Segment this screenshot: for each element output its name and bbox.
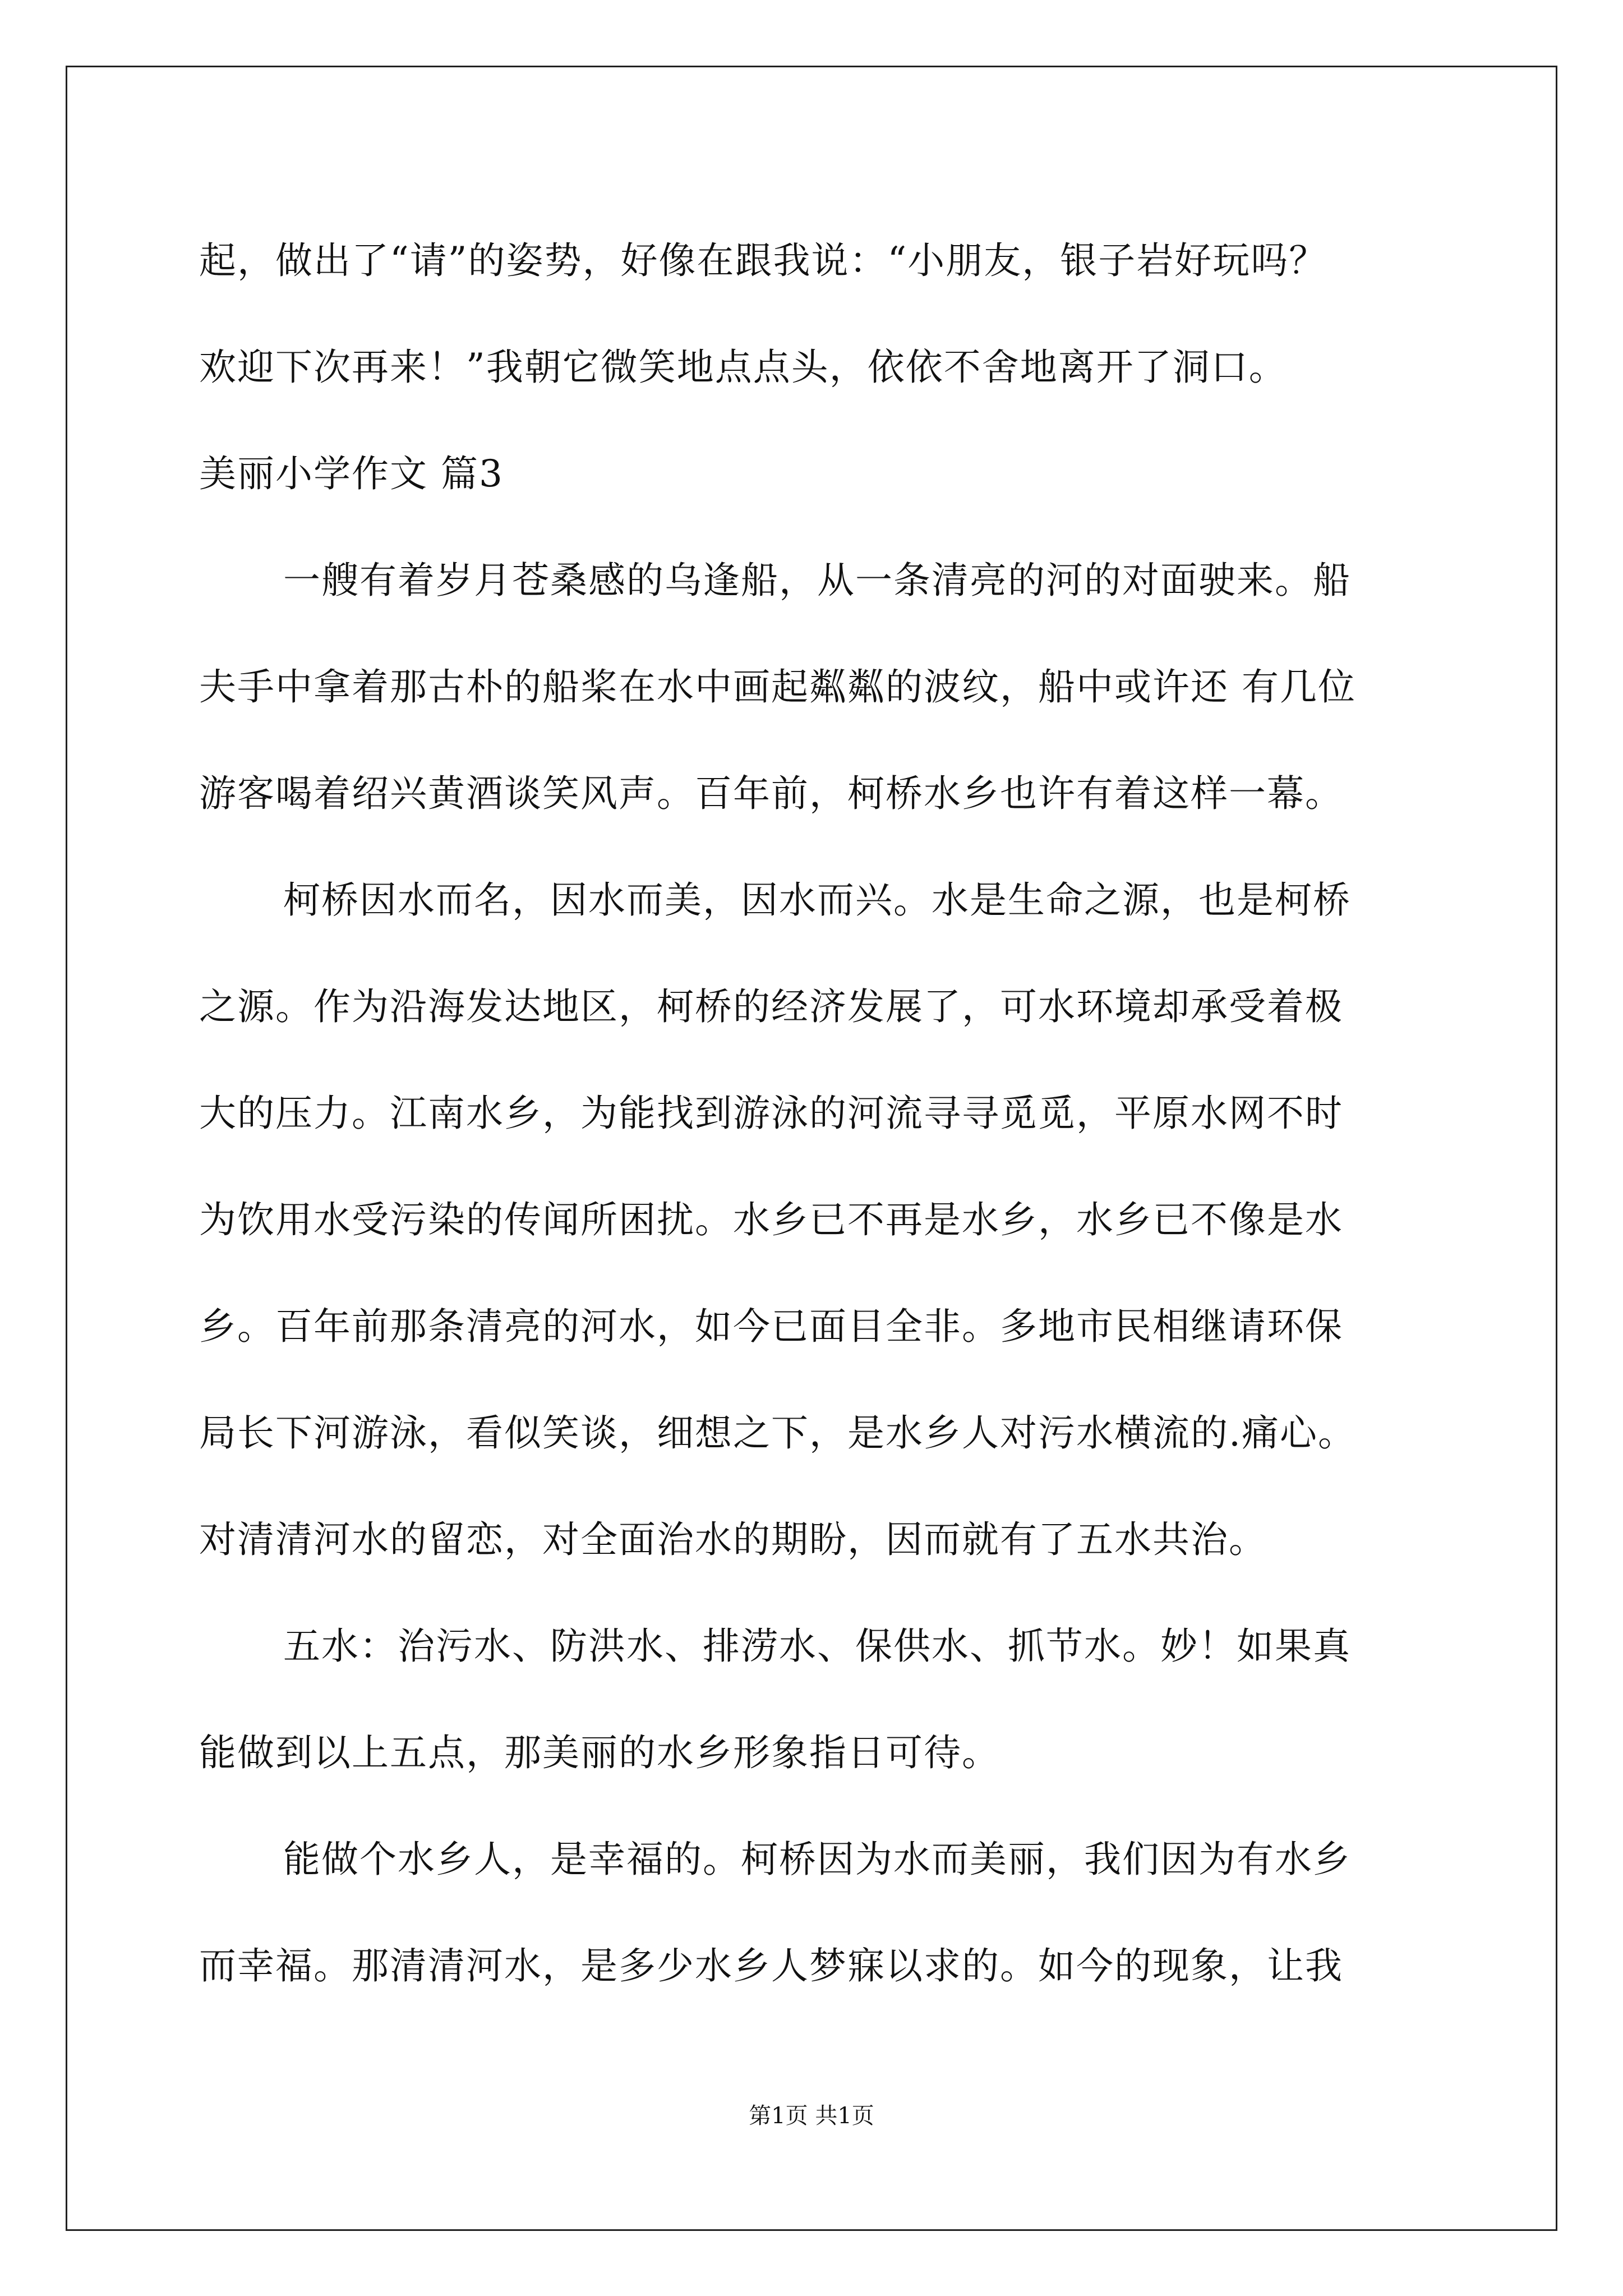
- text-line: 之源。作为沿海发达地区，柯桥的经济发展了，可水环境却承受着极: [199, 985, 1343, 1028]
- text-line: 欢迎下次再来！”我朝它微笑地点点头，依依不舍地离开了洞口。: [199, 346, 1287, 389]
- heading-text: 美丽小学作文 篇3: [199, 452, 504, 495]
- text-line: 乡。百年前那条清亮的河水，如今已面目全非。多地市民相继请环保: [199, 1305, 1343, 1348]
- text-line: 起，做出了“请”的姿势，好像在跟我说：“小朋友，银子岩好玩吗？: [199, 239, 1327, 282]
- paragraph: [199, 208, 1433, 421]
- text-line: 五水：治污水、防洪水、排涝水、保供水、抓节水。妙！如果真: [283, 1625, 1351, 1668]
- page-number: 第1页 共1页: [749, 2103, 874, 2129]
- text-line: 柯桥因水而名，因水而美，因水而兴。水是生命之源，也是柯桥: [283, 878, 1351, 922]
- text-line: 对清清河水的留恋，对全面治水的期盼，因而就有了五水共治。: [199, 1518, 1267, 1561]
- paragraph: [199, 1593, 1433, 1806]
- text-line: 一艘有着岁月苍桑感的乌逢船，从一条清亮的河的对面驶来。船: [283, 559, 1351, 602]
- paragraph: [199, 847, 1433, 1593]
- document-body: [199, 208, 1433, 2019]
- text-line: 而幸福。那清清河水，是多少水乡人梦寐以求的。如今的现象，让我: [199, 1944, 1343, 1987]
- text-line: 为饮用水受污染的传闻所困扰。水乡已不再是水乡，水乡已不像是水: [199, 1198, 1343, 1241]
- text-line: 局长下河游泳，看似笑谈，细想之下，是水乡人对污水横流的.痛心。: [199, 1411, 1356, 1455]
- text-line: 大的压力。江南水乡，为能找到游泳的河流寻寻觅觅，平原水网不时: [199, 1092, 1343, 1135]
- section-heading: [199, 421, 1433, 527]
- text-line: 游客喝着绍兴黄酒谈笑风声。百年前，柯桥水乡也许有着这样一幕。: [199, 772, 1343, 815]
- text-line: 能做个水乡人，是幸福的。柯桥因为水而美丽，我们因为有水乡: [283, 1838, 1351, 1881]
- paragraph: [199, 1806, 1433, 2019]
- text-line: 夫手中拿着那古朴的船桨在水中画起粼粼的波纹，船中或许还 有几位: [199, 665, 1356, 708]
- text-line: 能做到以上五点，那美丽的水乡形象指日可待。: [199, 1731, 1000, 1774]
- paragraph: [199, 527, 1433, 847]
